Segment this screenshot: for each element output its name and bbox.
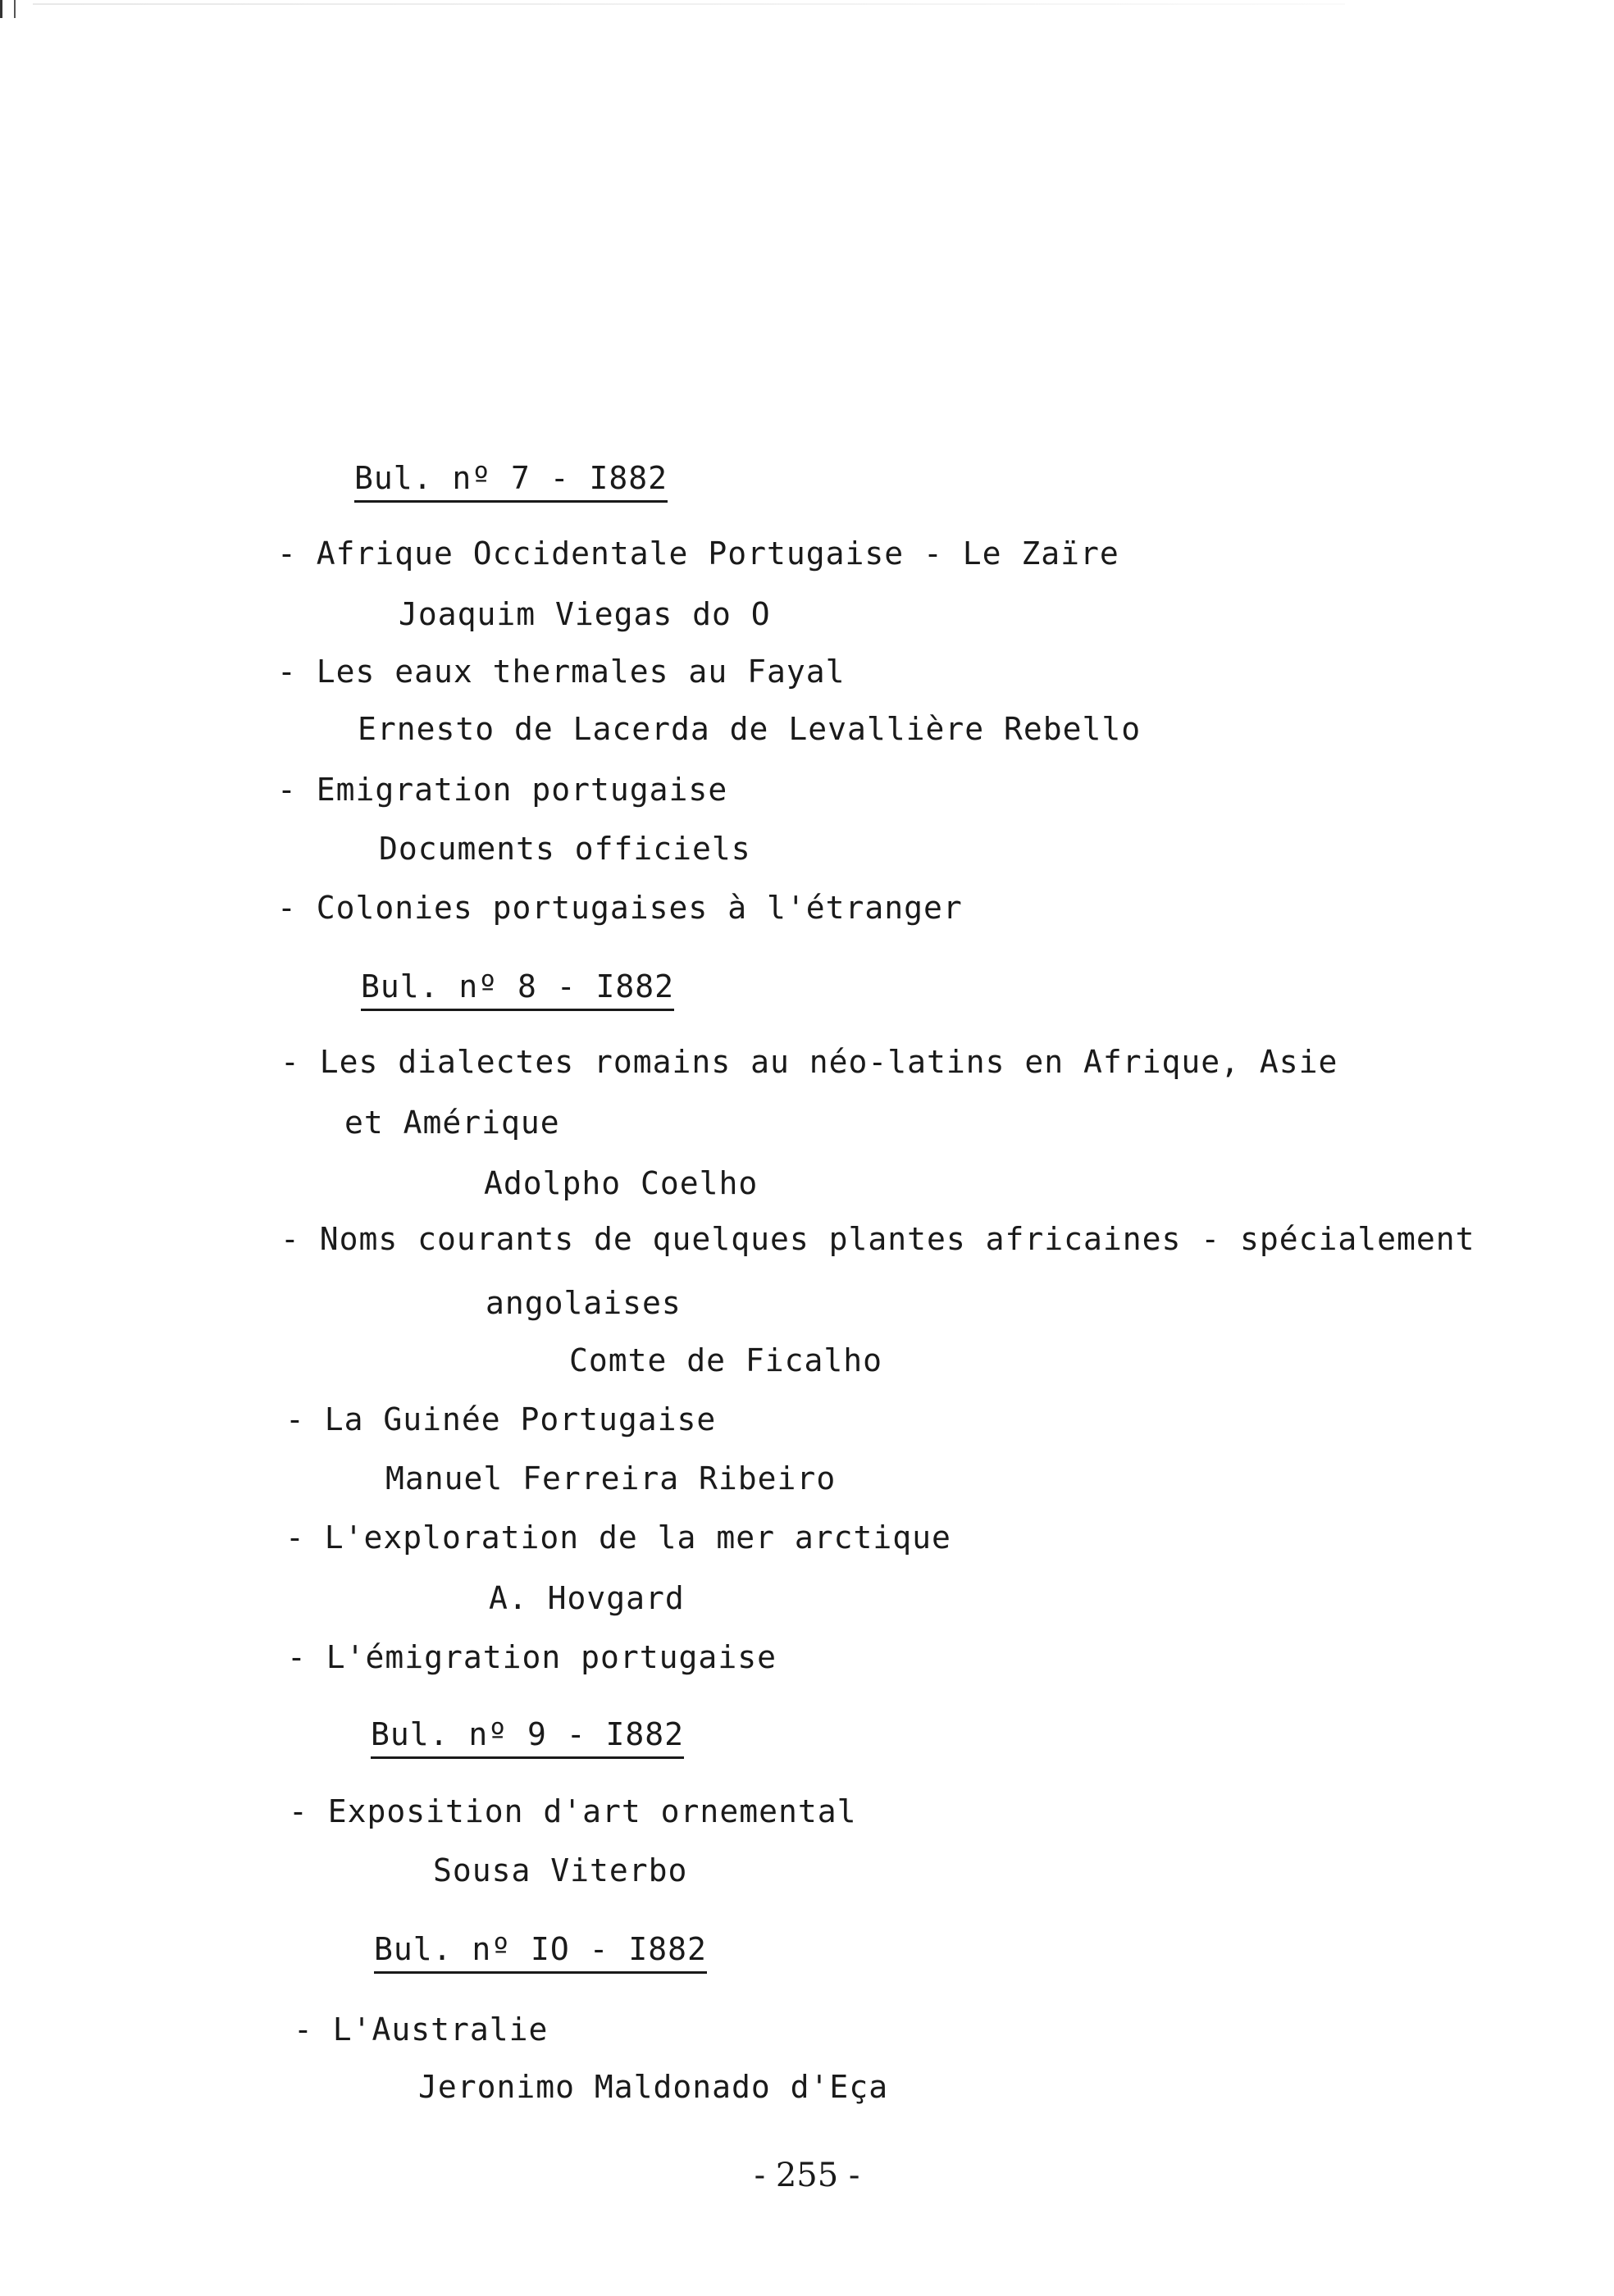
section-heading-bul-7: Bul. nº 7 - I882 xyxy=(354,459,668,503)
entry-title: - La Guinée Portugaise xyxy=(285,1401,717,1437)
entry-title: - L'Australie xyxy=(294,2011,549,2048)
entry-title: - Exposition d'art ornemental xyxy=(289,1793,857,1829)
entry-author: Ernesto de Lacerda de Levallière Rebello xyxy=(358,711,1142,747)
entry-author: Jeronimo Maldonado d'Eça xyxy=(418,2069,889,2105)
scan-mark xyxy=(0,0,16,18)
faint-scan-line xyxy=(33,3,1345,5)
entry-author: Documents officiels xyxy=(379,831,751,867)
entry-author: Joaquim Viegas do O xyxy=(399,596,771,632)
entry-title: - Les eaux thermales au Fayal xyxy=(277,654,846,690)
page-number: - 255 - xyxy=(754,2157,860,2194)
entry-title: - L'émigration portugaise xyxy=(287,1639,777,1675)
entry-title-continued: et Amérique xyxy=(344,1105,560,1141)
entry-author: Sousa Viterbo xyxy=(433,1852,688,1888)
entry-title: - Les dialectes romains au néo-latins en Afrique, Asie xyxy=(280,1044,1338,1080)
entry-title: - Noms courants de quelques plantes africaines - spécialement xyxy=(280,1221,1475,1257)
entry-author: Adolpho Coelho xyxy=(484,1165,759,1201)
section-heading-bul-8: Bul. nº 8 - I882 xyxy=(361,968,674,1011)
entry-author: Manuel Ferreira Ribeiro xyxy=(385,1460,837,1496)
entry-title: - Emigration portugaise xyxy=(277,772,728,808)
entry-title-continued: angolaises xyxy=(486,1285,682,1321)
entry-title: - Colonies portugaises à l'étranger xyxy=(277,890,963,926)
section-heading-bul-10: Bul. nº IO - I882 xyxy=(374,1930,707,1974)
section-heading-bul-9: Bul. nº 9 - I882 xyxy=(371,1715,684,1759)
entry-author: A. Hovgard xyxy=(489,1580,685,1616)
entry-author: Comte de Ficalho xyxy=(569,1342,883,1378)
entry-title: - L'exploration de la mer arctique xyxy=(285,1519,951,1556)
entry-title: - Afrique Occidentale Portugaise - Le Zaïre xyxy=(277,535,1119,572)
